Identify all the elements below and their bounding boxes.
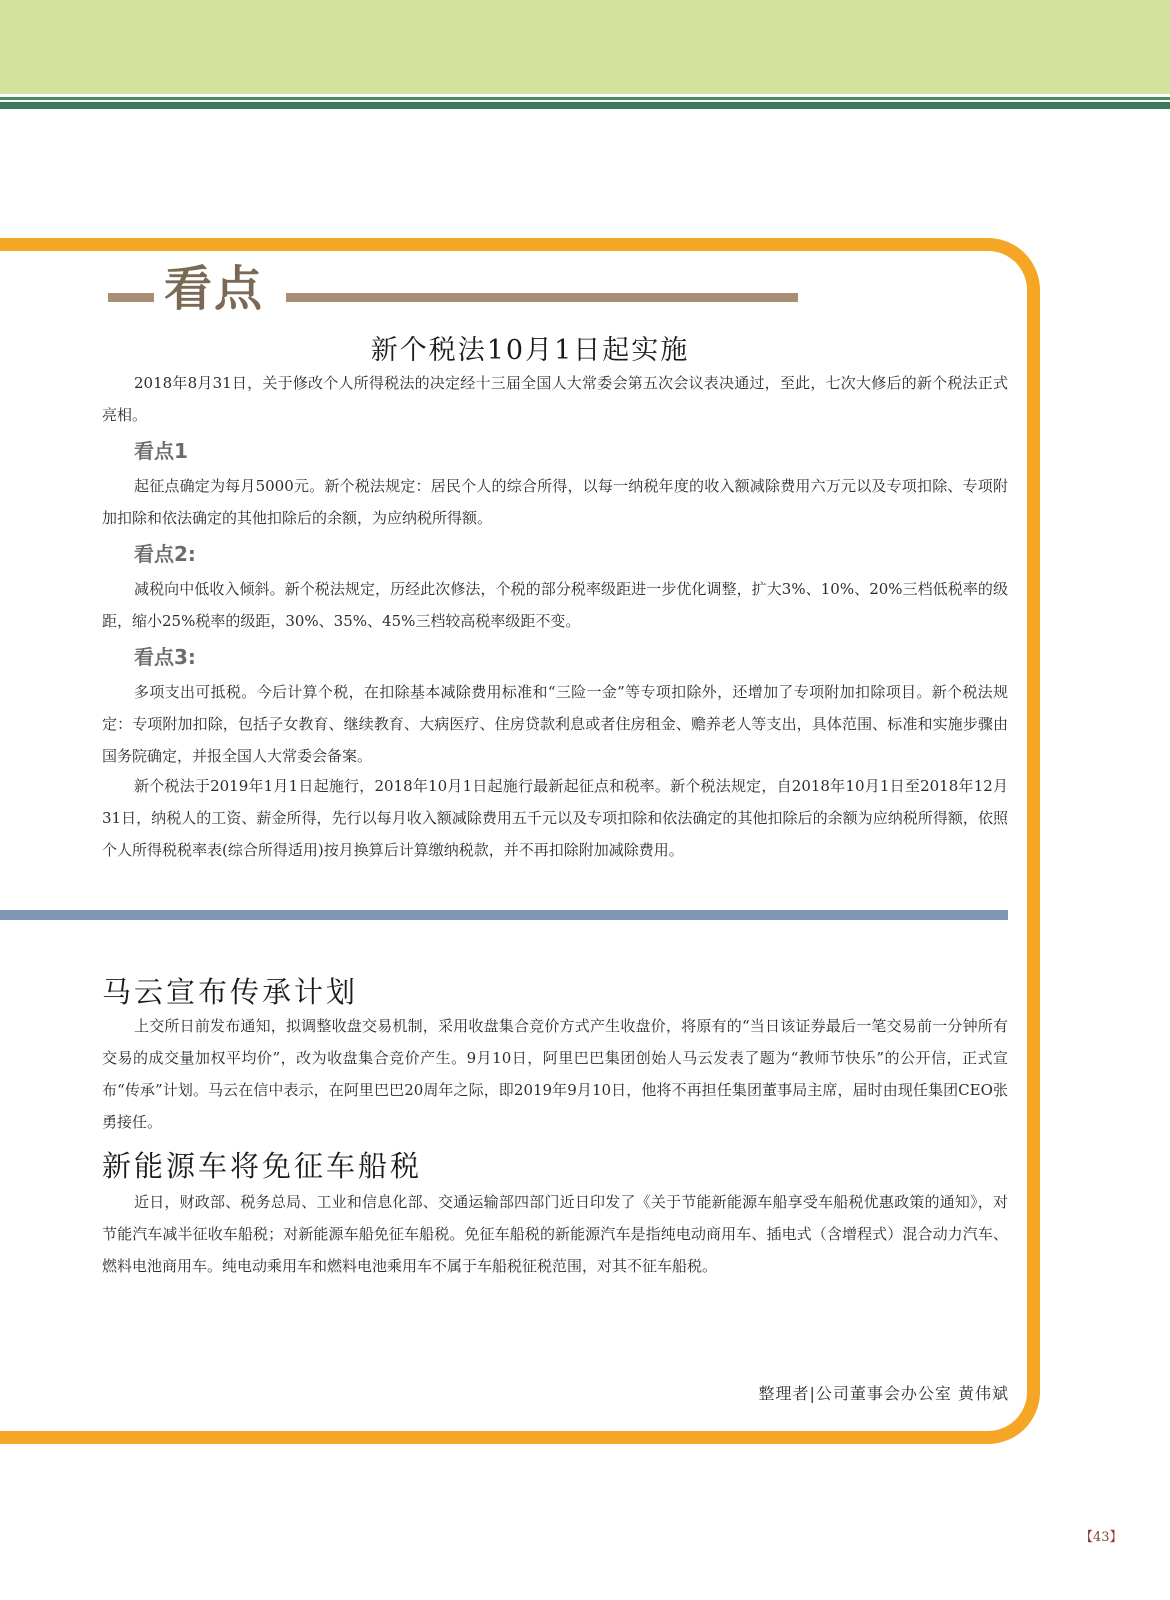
point-1-heading: 看点1 bbox=[134, 439, 188, 463]
news-1-text: 上交所日前发布通知，拟调整收盘交易机制，采用收盘集合竞价方式产生收盘价，将原有的“当日该证券最后一笔交易前一分钟所有交易的成交量加权平均价”，改为收盘集合竞价产生。9月10日，阿里巴巴集团创始人马云发表了题为“教师节快乐”的公开信，正式宣布“传承”计划。马云在信中表示，在阿里巴巴20周年之际，即2019年9月10日，他将不再担任集团董事局主席，届时由现任集团CEO张勇接任。 bbox=[102, 1017, 1008, 1131]
point-1-text: 起征点确定为每月5000元。新个税法规定：居民个人的综合所得，以每一纳税年度的收入额减除费用六万元以及专项扣除、专项附加扣除和依法确定的其他扣除后的余额，为应纳税所得额。 bbox=[102, 477, 1008, 527]
header-rule-thick bbox=[0, 102, 1170, 109]
point-3-heading: 看点3: bbox=[134, 645, 196, 669]
title-accent-bar-left bbox=[108, 293, 154, 302]
point-3-text: 多项支出可抵税。今后计算个税，在扣除基本减除费用标准和“三险一金”等专项扣除外，还增加了专项附加扣除项目。新个税法规定：专项附加扣除，包括子女教育、继续教育、大病医疗、住房贷款利息或者住房租金、赡养老人等支出，具体范围、标准和实施步骤由国务院确定，并报全国人大常委会备案。 bbox=[102, 683, 1008, 765]
point-2-text: 减税向中低收入倾斜。新个税法规定，历经此次修法，个税的部分税率级距进一步优化调整，扩大3%、10%、20%三档低税率的级距，缩小25%税率的级距，30%、35%、45%三档较高税率级距不变。 bbox=[102, 580, 1008, 630]
section-title: 看点 bbox=[164, 263, 265, 316]
header-band bbox=[0, 0, 1170, 94]
page-number: 【43】 bbox=[1080, 1530, 1123, 1545]
title-accent-bar-right bbox=[286, 293, 798, 302]
intro-paragraph: 2018年8月31日，关于修改个人所得税法的决定经十三届全国人大常委会第五次会议表决通过，至此，七次大修后的新个税法正式亮相。 bbox=[102, 374, 1008, 424]
article-title: 新个税法10月1日起实施 bbox=[370, 335, 690, 366]
point-2-heading: 看点2: bbox=[134, 542, 196, 566]
news-2-title: 新能源车将免征车船税 bbox=[102, 1149, 423, 1183]
credit-line: 整理者|公司董事会办公室 黄伟斌 bbox=[758, 1384, 1009, 1403]
news-1-title: 马云宣布传承计划 bbox=[102, 975, 359, 1009]
closing-paragraph: 新个税法于2019年1月1日起施行，2018年10月1日起施行最新起征点和税率。新个税法规定，自2018年10月1日至2018年12月31日，纳税人的工资、薪金所得，先行以每月收入额减除费用五千元以及专项扣除和依法确定的其他扣除后的余额为应纳税所得额，依照个人所得税税率表(综合所得适用)按月换算后计算缴纳税款，并不再扣除附加减除费用。 bbox=[102, 777, 1008, 859]
news-2-text: 近日，财政部、税务总局、工业和信息化部、交通运输部四部门近日印发了《关于节能新能源车船享受车船税优惠政策的通知》，对节能汽车减半征收车船税；对新能源车船免征车船税。免征车船税的新能源汽车是指纯电动商用车、插电式（含增程式）混合动力汽车、燃料电池商用车。纯电动乘用车和燃料电池乘用车不属于车船税征税范围，对其不征车船税。 bbox=[102, 1193, 1008, 1275]
section-divider bbox=[0, 910, 1008, 920]
header-rule-thin bbox=[0, 97, 1170, 100]
